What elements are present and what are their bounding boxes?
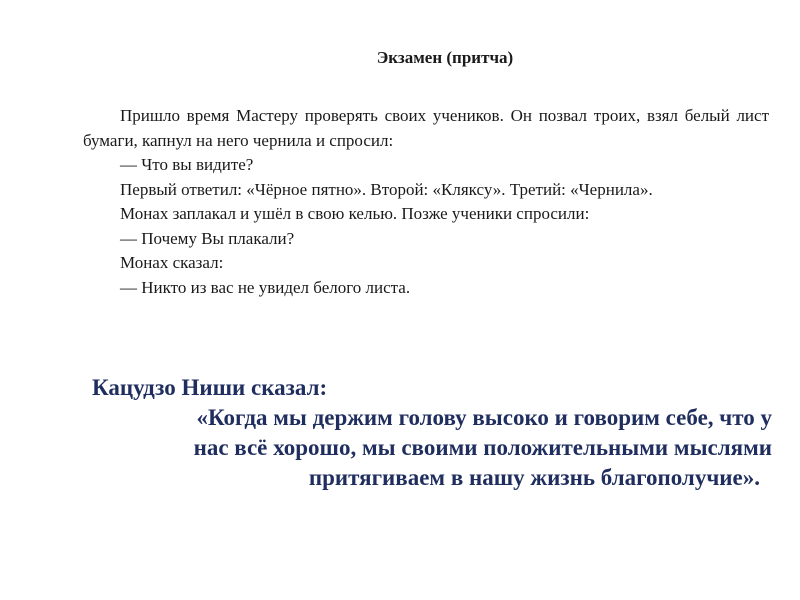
quote-line: «Когда мы держим голову высоко и говорим себе, что у [196,405,772,430]
parable-text [83,104,769,300]
quote-line: нас всё хорошо, мы своими положительными мыслями [193,435,772,460]
parable-paragraph: — Что вы видите? [120,155,254,174]
page-title: Экзамен (притча) [376,48,514,67]
parable-paragraph: — Почему Вы плакали? [120,228,295,248]
parable-paragraph: Первый ответил: «Чёрное пятно». Второй: «Кляксу». Третий: «Чернила». [120,179,653,199]
quote-line: притягиваем в нашу жизнь благополучие». [308,465,760,490]
parable-paragraph: Монах заплакал и ушёл в свою келью. Позже ученики спросили: [120,204,590,223]
quote-block [82,373,772,493]
parable-paragraph: Пришло время Мастеру проверять своих учеников. Он позвал троих, взял белый лист бумаги, капнул на него чернила и спросил: [83,106,769,150]
quote-author: Кацудзо Ниши сказал: [92,375,328,400]
parable-paragraph: — Никто из вас не увидел белого листа. [120,277,411,297]
parable-paragraph: Монах сказал: [120,253,224,272]
